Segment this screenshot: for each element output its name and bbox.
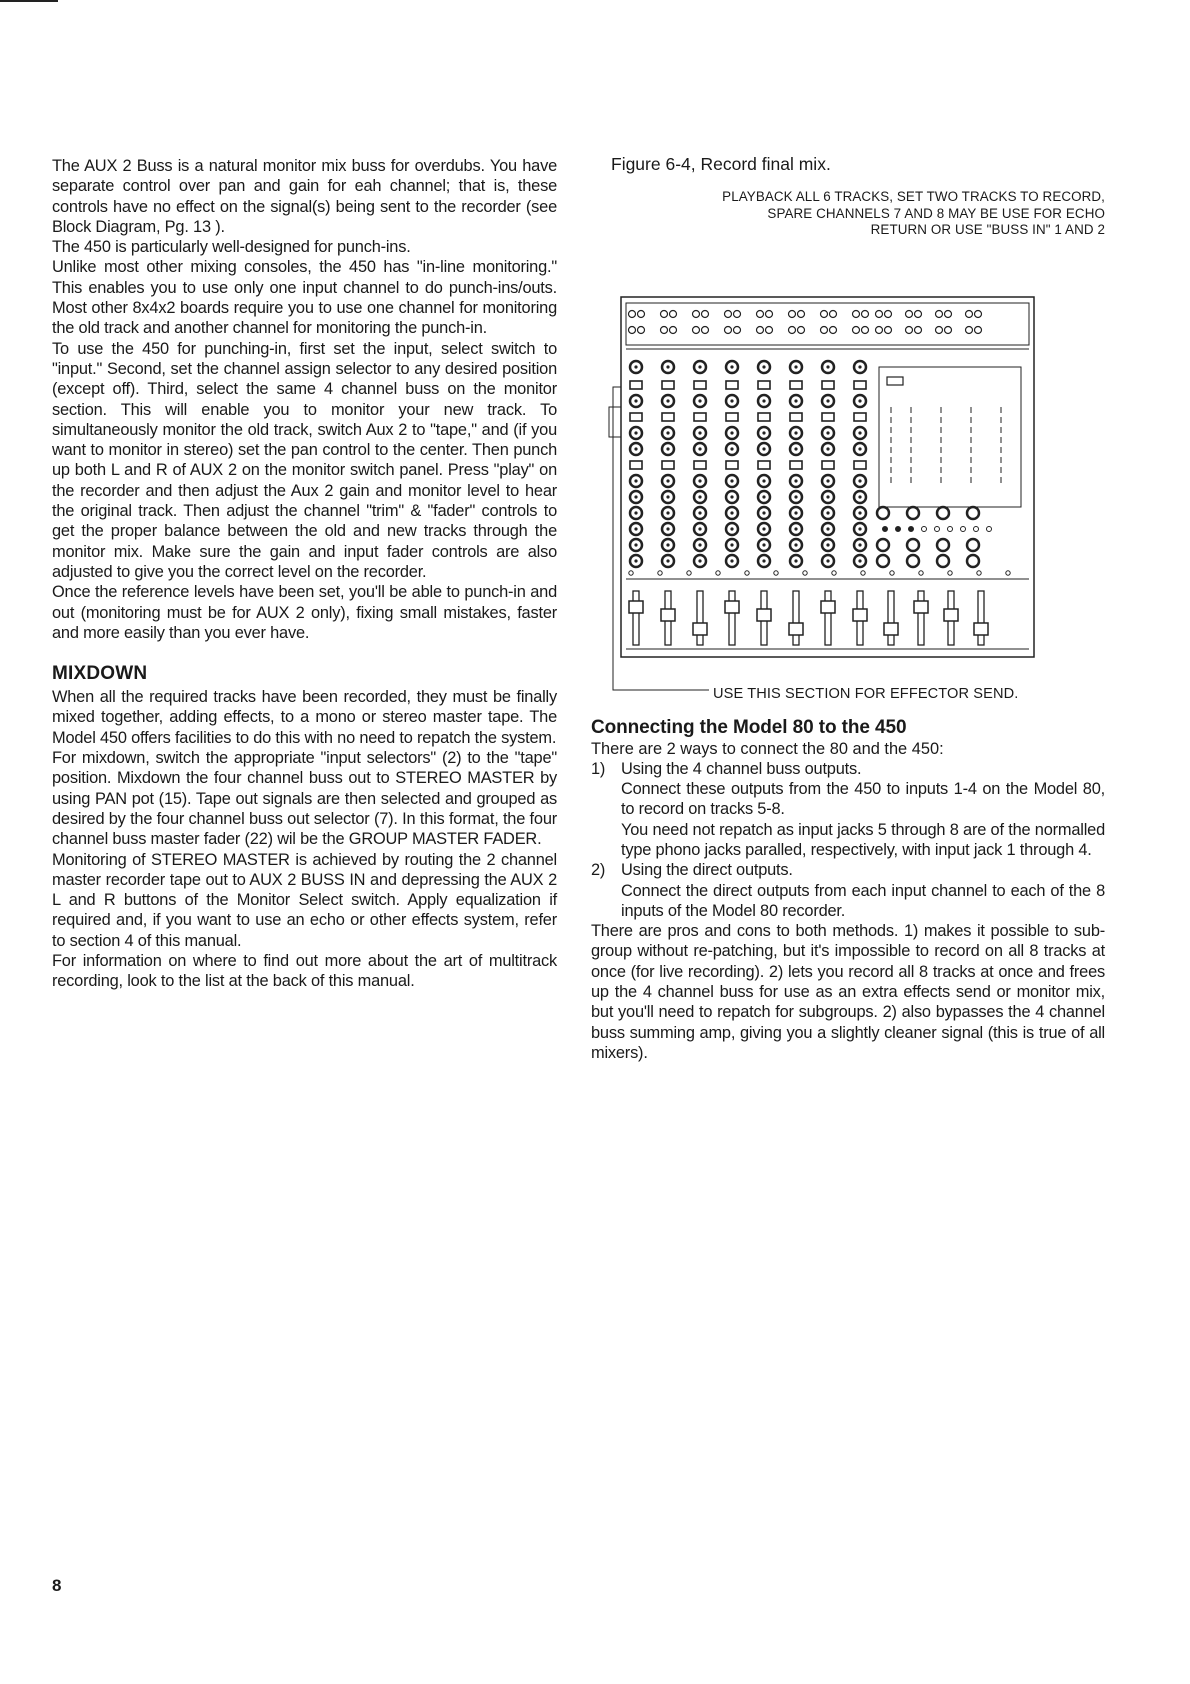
fader-led	[687, 570, 691, 574]
paragraph-stereo-master: Monitoring of STEREO MASTER is achieved by routing the 2 channel master recorder tape out to AUX 2 BUSS IN and depressing the AUX 2 L and R buttons of the Monitor Select switch. Apply equalization if required and, if you want to use an echo or other effects system, refer to section 4 of this manual.	[52, 850, 557, 950]
input-jack	[966, 326, 973, 333]
channel-switch	[822, 461, 834, 469]
knob-center	[794, 447, 797, 450]
right-column	[591, 154, 1105, 1063]
channel-switch	[854, 413, 866, 421]
fader-cap	[821, 601, 835, 613]
input-jack	[702, 310, 709, 317]
knob-center	[666, 365, 669, 368]
input-jack	[821, 310, 828, 317]
input-jack	[885, 310, 892, 317]
knob-center	[826, 431, 829, 434]
input-jack	[766, 326, 773, 333]
knob-center	[698, 495, 701, 498]
connecting-heading: Connecting the Model 80 to the 450	[591, 716, 907, 738]
knob-center	[794, 543, 797, 546]
left-column	[52, 156, 557, 992]
channel-switch	[694, 461, 706, 469]
channel-switch	[662, 461, 674, 469]
step-line: You need not repatch as input jacks 5 through 8 are of the normalled type phono jacks paralled, respectively, with input jack 1 through 4.	[621, 820, 1105, 859]
input-jack	[945, 326, 952, 333]
fader-slot	[729, 591, 735, 645]
input-jack	[915, 326, 922, 333]
step-line: Connect the direct outputs from each input channel to each of the 8 inputs of the Model 80 recorder.	[621, 881, 1105, 920]
input-jack	[798, 310, 805, 317]
knob-center	[666, 511, 669, 514]
fader-slot	[793, 591, 799, 645]
master-knob	[877, 507, 889, 519]
knob-center	[826, 527, 829, 530]
knob-center	[634, 431, 637, 434]
fader-cap	[757, 609, 771, 621]
knob-center	[858, 559, 861, 562]
knob-center	[634, 399, 637, 402]
fader-cap	[789, 623, 803, 635]
knob-center	[858, 447, 861, 450]
fader-led	[658, 570, 662, 574]
channel-switch	[790, 381, 802, 389]
knob-center	[698, 543, 701, 546]
figure-note-line: PLAYBACK ALL 6 TRACKS, SET TWO TRACKS TO RECORD,	[722, 189, 1105, 204]
channel-switch	[822, 381, 834, 389]
master-knob	[877, 555, 889, 567]
knob-center	[730, 559, 733, 562]
fader-led	[919, 570, 923, 574]
channel-switch	[630, 413, 642, 421]
monitor-section	[879, 367, 1021, 507]
fader-led	[977, 570, 981, 574]
step-number: 2)	[591, 861, 606, 880]
channel-switch	[694, 381, 706, 389]
knob-center	[794, 511, 797, 514]
knob-center	[794, 559, 797, 562]
knob-center	[698, 399, 701, 402]
input-jack	[936, 310, 943, 317]
input-jack	[693, 326, 700, 333]
knob-center	[794, 479, 797, 482]
knob-center	[698, 511, 701, 514]
fader-cap	[629, 601, 643, 613]
knob-center	[794, 365, 797, 368]
input-jack	[853, 326, 860, 333]
input-jack	[693, 310, 700, 317]
figure-note-line: RETURN OR USE "BUSS IN" 1 AND 2	[870, 222, 1105, 237]
knob-center	[666, 543, 669, 546]
channel-switch	[726, 413, 738, 421]
input-jack	[876, 326, 883, 333]
knob-center	[858, 365, 861, 368]
step-item	[591, 860, 1105, 921]
knob-center	[730, 447, 733, 450]
input-jack	[757, 326, 764, 333]
channel-switch	[854, 381, 866, 389]
master-knob	[877, 539, 889, 551]
fader-led	[803, 570, 807, 574]
input-jack	[830, 326, 837, 333]
knob-center	[762, 527, 765, 530]
input-jack	[876, 310, 883, 317]
input-jack	[661, 310, 668, 317]
fader-slot	[825, 591, 831, 645]
page-number: 8	[52, 1576, 62, 1595]
connecting-intro: There are 2 ways to connect the 80 and the 450:	[591, 739, 944, 758]
input-jack	[885, 326, 892, 333]
effector-label: USE THIS SECTION FOR EFFECTOR SEND.	[713, 685, 1019, 702]
input-jack	[821, 326, 828, 333]
channel-switch	[758, 381, 770, 389]
side-connector	[609, 407, 621, 437]
input-jack	[702, 326, 709, 333]
input-jack	[853, 310, 860, 317]
input-jack	[725, 310, 732, 317]
knob-center	[826, 511, 829, 514]
knob-center	[698, 527, 701, 530]
knob-center	[666, 495, 669, 498]
led-indicator	[948, 526, 953, 531]
knob-center	[634, 511, 637, 514]
fader-slot	[978, 591, 984, 645]
fader-led	[716, 570, 720, 574]
master-knob	[967, 507, 979, 519]
knob-center	[730, 365, 733, 368]
input-jack	[906, 310, 913, 317]
input-jack	[936, 326, 943, 333]
input-jack	[757, 310, 764, 317]
fader-cap	[914, 601, 928, 613]
knob-center	[826, 543, 829, 546]
knob-center	[794, 495, 797, 498]
channel-switch	[630, 381, 642, 389]
step-line: Connect these outputs from the 450 to inputs 1-4 on the Model 80, to record on tracks 5-8.	[621, 780, 1105, 819]
led-indicator	[961, 526, 966, 531]
knob-center	[698, 431, 701, 434]
knob-center	[762, 431, 765, 434]
input-jack	[945, 310, 952, 317]
mixdown-heading: MIXDOWN	[52, 663, 148, 685]
input-jack	[966, 310, 973, 317]
knob-center	[730, 431, 733, 434]
knob-center	[794, 527, 797, 530]
input-jack	[661, 326, 668, 333]
input-jack	[638, 326, 645, 333]
master-knob	[907, 539, 919, 551]
knob-center	[858, 479, 861, 482]
channel-switch	[726, 381, 738, 389]
fader-led	[1006, 570, 1010, 574]
fader-led	[890, 570, 894, 574]
master-knob	[967, 555, 979, 567]
fader-slot	[918, 591, 924, 645]
led-indicator	[909, 526, 914, 531]
knob-center	[730, 479, 733, 482]
fader-slot	[697, 591, 703, 645]
paragraph-pros-cons: There are pros and cons to both methods. 1) makes it possible to sub-group without re-patching, but it's impossible to record on all 8 tracks at once (for live recording). 2) lets you record all 8 tracks at once and frees up the 4 channel buss for use as an extra effects send or monitor mix, but you'll need to repatch for subgroups. 2) also bypasses the 4 channel buss summing amp, giving you a slightly cleaner signal (this is true of all mixers).	[591, 922, 1105, 1062]
knob-center	[794, 399, 797, 402]
figure-caption: Figure 6-4, Record final mix.	[611, 154, 831, 174]
knob-center	[634, 479, 637, 482]
fader-slot	[633, 591, 639, 645]
mixer-panel-illustration	[591, 257, 1105, 717]
channel-switch	[630, 461, 642, 469]
knob-center	[730, 495, 733, 498]
knob-center	[858, 431, 861, 434]
input-jack	[766, 310, 773, 317]
paragraph-reference-levels: Once the reference levels have been set, you'll be able to punch-in and out (monitoring must be for AUX 2 only), fixing small mistakes, faster and more easily than you ever have.	[52, 583, 557, 642]
knob-center	[666, 399, 669, 402]
input-jack	[789, 326, 796, 333]
knob-center	[634, 527, 637, 530]
led-indicator	[935, 526, 940, 531]
knob-center	[634, 559, 637, 562]
knob-center	[730, 399, 733, 402]
knob-center	[762, 559, 765, 562]
jack-strip	[626, 303, 1029, 345]
paragraph-more-info: For information on where to find out more about the art of multitrack recording, look to the list at the back of this manual.	[52, 951, 557, 991]
knob-center	[762, 495, 765, 498]
knob-center	[666, 447, 669, 450]
step-number: 1)	[591, 759, 606, 778]
knob-center	[826, 559, 829, 562]
knob-center	[698, 559, 701, 562]
knob-center	[858, 543, 861, 546]
knob-center	[858, 527, 861, 530]
fader-cap	[884, 623, 898, 635]
led-indicator	[987, 526, 992, 531]
fader-led	[774, 570, 778, 574]
master-knob	[937, 539, 949, 551]
monitor-switch	[887, 377, 903, 385]
input-jack	[670, 310, 677, 317]
master-knob	[907, 507, 919, 519]
mixer-diagram	[591, 257, 1105, 717]
master-knob	[937, 507, 949, 519]
knob-center	[858, 399, 861, 402]
knob-center	[794, 431, 797, 434]
channel-switch	[822, 413, 834, 421]
channel-switch	[790, 413, 802, 421]
input-jack	[975, 310, 982, 317]
fader-led	[745, 570, 749, 574]
fader-led	[861, 570, 865, 574]
paragraph-mixdown-procedure: For mixdown, switch the appropriate "input selectors" (2) to the "tape" position. Mixdown the four channel buss out to STEREO MASTER by using PAN pot (15). Tape out signals are then selected and grouped as desired by the four channel buss out selector (7). In this format, the four channel buss master fader (22) wil be the GROUP MASTER FADER.	[52, 749, 557, 849]
knob-center	[762, 511, 765, 514]
channel-switch	[854, 461, 866, 469]
knob-center	[762, 543, 765, 546]
knob-center	[762, 479, 765, 482]
channel-switch	[790, 461, 802, 469]
input-jack	[906, 326, 913, 333]
knob-center	[698, 447, 701, 450]
master-knob	[907, 555, 919, 567]
step-line: Using the 4 channel buss outputs.	[621, 759, 862, 778]
figure-note-line: SPARE CHANNELS 7 AND 8 MAY BE USE FOR ECHO	[767, 205, 1105, 221]
channel-switch	[662, 413, 674, 421]
knob-center	[666, 559, 669, 562]
input-jack	[725, 326, 732, 333]
knob-center	[666, 479, 669, 482]
knob-center	[826, 495, 829, 498]
connection-steps	[591, 759, 1105, 921]
paragraph-mixdown-intro: When all the required tracks have been recorded, they must be finally mixed together, adding effects, to a mono or stereo master tape. The Model 450 offers facilities to do this with no need to repatch the system.	[52, 688, 557, 747]
knob-center	[826, 447, 829, 450]
knob-center	[634, 543, 637, 546]
led-indicator	[896, 526, 901, 531]
fader-led	[629, 570, 633, 574]
knob-center	[634, 447, 637, 450]
channel-switch	[726, 461, 738, 469]
paragraph-punching-in-steps: To use the 450 for punching-in, first set the input, select switch to "input." Second, set the channel assign selector to any desired position (except off). Third, select the same 4 channel buss on the monitor section. This will enable you to monitor your new track. To simultaneously monitor the old track, switch Aux 2 to "tape," and (if you want to monitor in stereo) set the pan control to the center. Then punch up both L and R of AUX 2 on the monitor switch panel. Press "play" on the recorder and then adjust the Aux 2 gain and monitor level to hear the original track. Then adjust the channel "trim" & "fader" controls to get the proper balance between the old and new tracks through the monitor mix. Make sure the gain and input fader controls are also adjusted to give you the correct level on the recorder.	[52, 339, 557, 581]
knob-center	[858, 511, 861, 514]
top-rule	[0, 0, 58, 2]
paragraph-aux2: The AUX 2 Buss is a natural monitor mix buss for overdubs. You have separate control over pan and gain for eah channel; that is, these controls have no effect on the signal(s) being sent to the recorder (see Block Diagram, Pg. 13 ).	[52, 157, 557, 236]
knob-center	[666, 527, 669, 530]
paragraph-inline-monitoring: Unlike most other mixing consoles, the 450 has "in-line monitoring." This enables you to use only one input channel to do punch-ins/outs. Most other 8x4x2 boards require you to use one channel for monitoring the old track and another channel for monitoring the punch-in.	[52, 258, 557, 338]
knob-center	[858, 495, 861, 498]
input-jack	[915, 310, 922, 317]
step-item	[591, 759, 1105, 860]
fader-cap	[693, 623, 707, 635]
knob-center	[634, 365, 637, 368]
channel-switch	[694, 413, 706, 421]
knob-center	[762, 365, 765, 368]
input-jack	[638, 310, 645, 317]
knob-center	[730, 543, 733, 546]
led-indicator	[974, 526, 979, 531]
input-jack	[670, 326, 677, 333]
knob-center	[730, 527, 733, 530]
input-jack	[862, 310, 869, 317]
knob-center	[762, 399, 765, 402]
step-line: Using the direct outputs.	[621, 861, 793, 880]
fader-cap	[944, 609, 958, 621]
master-knob	[937, 555, 949, 567]
fader-led	[948, 570, 952, 574]
fader-slot	[888, 591, 894, 645]
fader-cap	[661, 609, 675, 621]
input-jack	[862, 326, 869, 333]
channel-switch	[662, 381, 674, 389]
knob-center	[698, 479, 701, 482]
input-jack	[789, 310, 796, 317]
input-jack	[629, 326, 636, 333]
paragraph-punch-ins: The 450 is particularly well-designed for punch-ins.	[52, 238, 411, 257]
knob-center	[762, 447, 765, 450]
knob-center	[698, 365, 701, 368]
knob-center	[826, 399, 829, 402]
input-jack	[734, 326, 741, 333]
fader-cap	[725, 601, 739, 613]
channel-switch	[758, 413, 770, 421]
channel-switch	[758, 461, 770, 469]
knob-center	[666, 431, 669, 434]
knob-center	[826, 479, 829, 482]
input-jack	[975, 326, 982, 333]
knob-center	[826, 365, 829, 368]
fader-cap	[974, 623, 988, 635]
master-knob	[967, 539, 979, 551]
fader-cap	[853, 609, 867, 621]
knob-center	[730, 511, 733, 514]
input-jack	[629, 310, 636, 317]
fader-led	[832, 570, 836, 574]
knob-center	[634, 495, 637, 498]
input-jack	[798, 326, 805, 333]
led-indicator	[883, 526, 888, 531]
led-indicator	[922, 526, 927, 531]
figure-note	[591, 189, 1105, 239]
input-jack	[734, 310, 741, 317]
input-jack	[830, 310, 837, 317]
